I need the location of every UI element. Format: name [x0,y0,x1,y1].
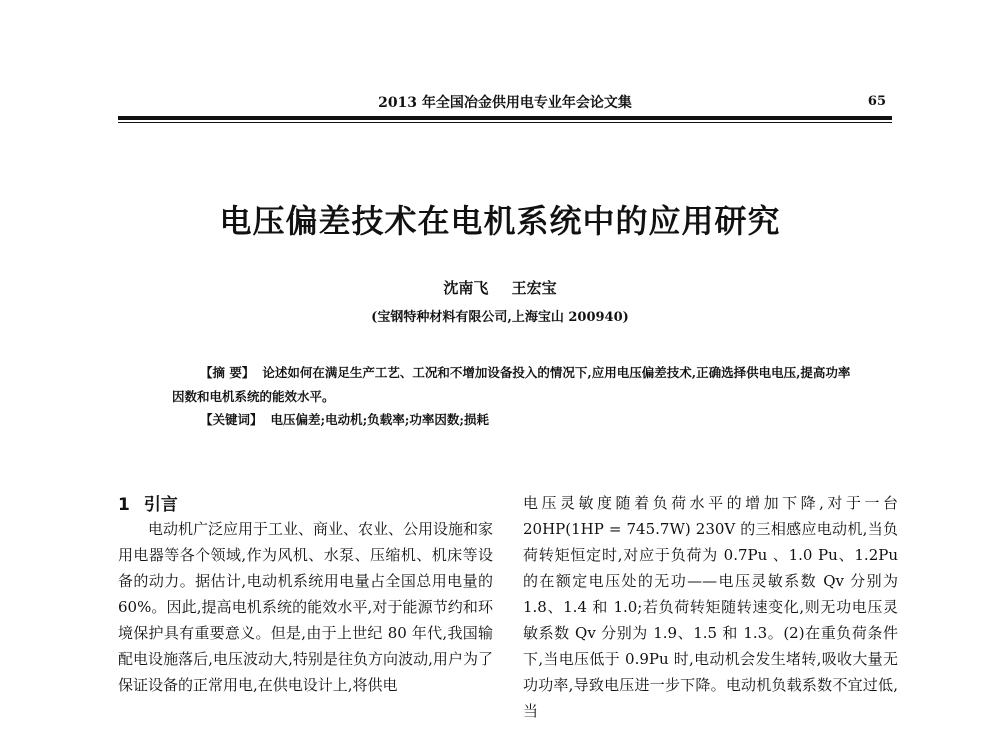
keywords-label: 【关键词】 [200,412,263,427]
keywords [200,410,489,428]
abstract-label: 【摘 要】 [200,365,255,380]
abstract [172,361,852,409]
keywords-text: 电压偏差;电动机;负载率;功率因数;损耗 [270,412,489,427]
section-title: 引言 [143,495,178,515]
affiliation: (宝钢特种材料有限公司,上海宝山 200940) [371,310,629,325]
header-rule-thin [118,122,892,123]
header-rule-thick [118,116,892,120]
right-paragraph: 电压灵敏度随着负荷水平的增加下降,对于一台 20HP(1HP = 745.7W) 230V 的三相感应电动机,当负荷转矩恒定时,对应于负荷为 0.7Pu 、1.0 Pu、1.2Pu 的在额定电压处的无功——电压灵敏系数 Qv 分别为 1.8、1.4 和 1.0;若负荷转矩随转速变化,则无功电压灵敏系数 Qv 分别为 1.9、1.5 和 1.3。(2)在重负荷条件下,当电压低于 0.9Pu 时,电动机会发生堵转,吸收大量无功功率,导致电压进一步下降。电动机负载系数不宜过低,当 [523,494,898,720]
left-paragraph: 电动机广泛应用于工业、商业、农业、公用设施和家用电器等各个领域,作为风机、水泵、压缩机、机床等设备的动力。据估计,电动机系统用电量占全国总用电量的 60%。因此,提高电机系统的能效水平,对于能源节约和环境保护具有重要意义。但是,由于上世纪 80 年代,我国输配电设施落后,电压波动大,特别是往负方向波动,用户为了保证设备的正常用电,在供电设计上,将供电 [118,520,494,694]
authors: 沈南飞 王宏宝 [443,279,557,297]
page-number: 65 [867,94,886,109]
section-number: 1 [118,495,130,515]
paper-title: 电压偏差技术在电机系统中的应用研究 [219,202,781,240]
running-header [120,92,890,114]
section-heading [118,490,178,515]
left-column [118,516,493,698]
right-column [523,490,898,724]
abstract-text: 论述如何在满足生产工艺、工况和不增加设备投入的情况下,应用电压偏差技术,正确选择供电电压,提高功率因数和电机系统的能效水平。 [172,365,851,404]
journal-title: 2013 年全国冶金供用电专业年会论文集 [378,95,632,111]
